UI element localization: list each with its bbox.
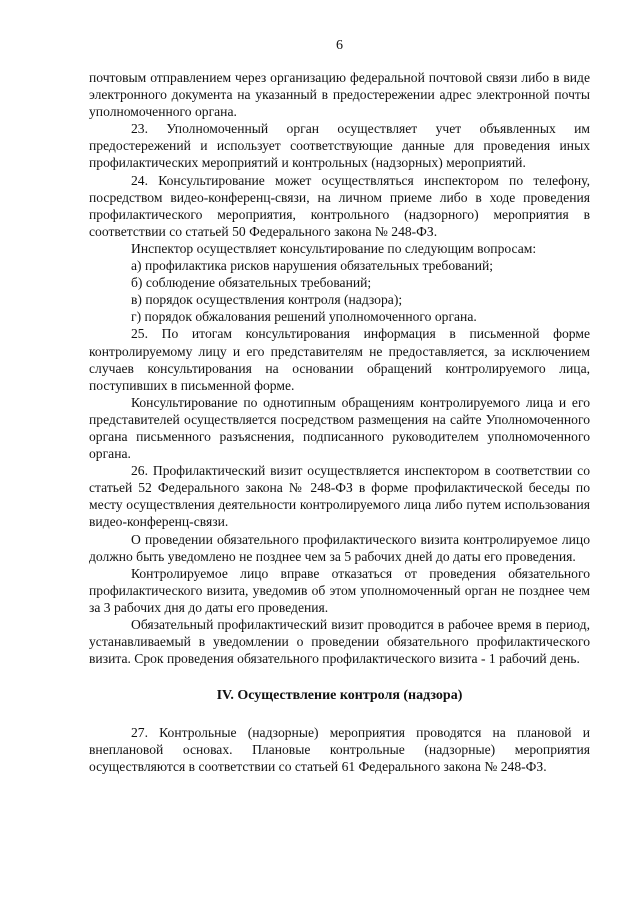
paragraph-26: 26. Профилактический визит осуществляется инспектором в соответствии со статьей 52 Федерального закона № 248-ФЗ в форме профилактической беседы по месту осуществления деятельности контролируемого лица либо путем использования видео-конференц-связи. [89, 463, 590, 530]
paragraph-27: 27. Контрольные (надзорные) мероприятия проводятся на плановой и внеплановой основах. Плановые контрольные (надзорные) мероприятия осуществляются в соответствии со статьей 61 Федерального закона № 248-ФЗ. [89, 725, 590, 775]
paragraph-consult-questions: Инспектор осуществляет консультирование по следующим вопросам: [131, 240, 537, 256]
text-block-before-heading [89, 69, 590, 667]
paragraph-visit-duration: Обязательный профилактический визит проводится в рабочее время в период, устанавливаемый в уведомлении о проведении обязательного профилактического визита. Срок проведения обязательного профилактического визита - 1 рабочий день. [89, 617, 590, 667]
section-heading: IV. Осуществление контроля (надзора) [216, 688, 463, 704]
paragraph-24: 24. Консультирование может осуществляться инспектором по телефону, посредством видео-конференц-связи, на личном приеме либо в ходе проведения профилактического мероприятия, контрольного (надзорного) мероприятия в соответствии со статьей 50 Федерального закона № 248-ФЗ. [89, 172, 590, 239]
paragraph-continuation: почтовым отправлением через организацию федеральной почтовой связи либо в виде электронного документа на указанный в предостережении адрес электронной почты уполномоченного органа. [89, 70, 590, 120]
list-item-a: а) профилактика рисков нарушения обязательных требований; [131, 258, 494, 274]
paragraph-23: 23. Уполномоченный орган осуществляет учет объявленных им предостережений и использует соответствующие данные для проведения иных профилактических мероприятий и контрольных (надзорных) мероприятий. [89, 121, 590, 171]
list-item-v: в) порядок осуществления контроля (надзора); [131, 292, 403, 308]
list-item-g: г) порядок обжалования решений уполномоченного органа. [131, 309, 477, 325]
paragraph-25: 25. По итогам консультирования информация в письменной форме контролируемому лицу и его представителям не предоставляется, за исключением случаев консультирования на основании обращений контролируемого лица, поступивших в письменной форме. [89, 326, 590, 393]
paragraph-consult-similar: Консультирование по однотипным обращениям контролируемого лица и его представителей осуществляется посредством размещения на сайте Уполномоченного органа письменного разъяснения, подписанного руководителем уполномоченного органа. [89, 394, 590, 462]
paragraph-visit-notice: О проведении обязательного профилактического визита контролируемое лицо должно быть уведомлено не позднее чем за 5 рабочих дней до даты его проведения. [89, 531, 590, 564]
list-item-b: б) соблюдение обязательных требований; [131, 275, 372, 291]
paragraph-visit-refusal: Контролируемое лицо вправе отказаться от проведения обязательного профилактического визита, уведомив об этом уполномоченный орган не позднее чем за 3 рабочих дня до даты его проведения. [89, 565, 590, 615]
text-block-after-heading [89, 724, 590, 775]
page-number: 6 [336, 38, 343, 53]
